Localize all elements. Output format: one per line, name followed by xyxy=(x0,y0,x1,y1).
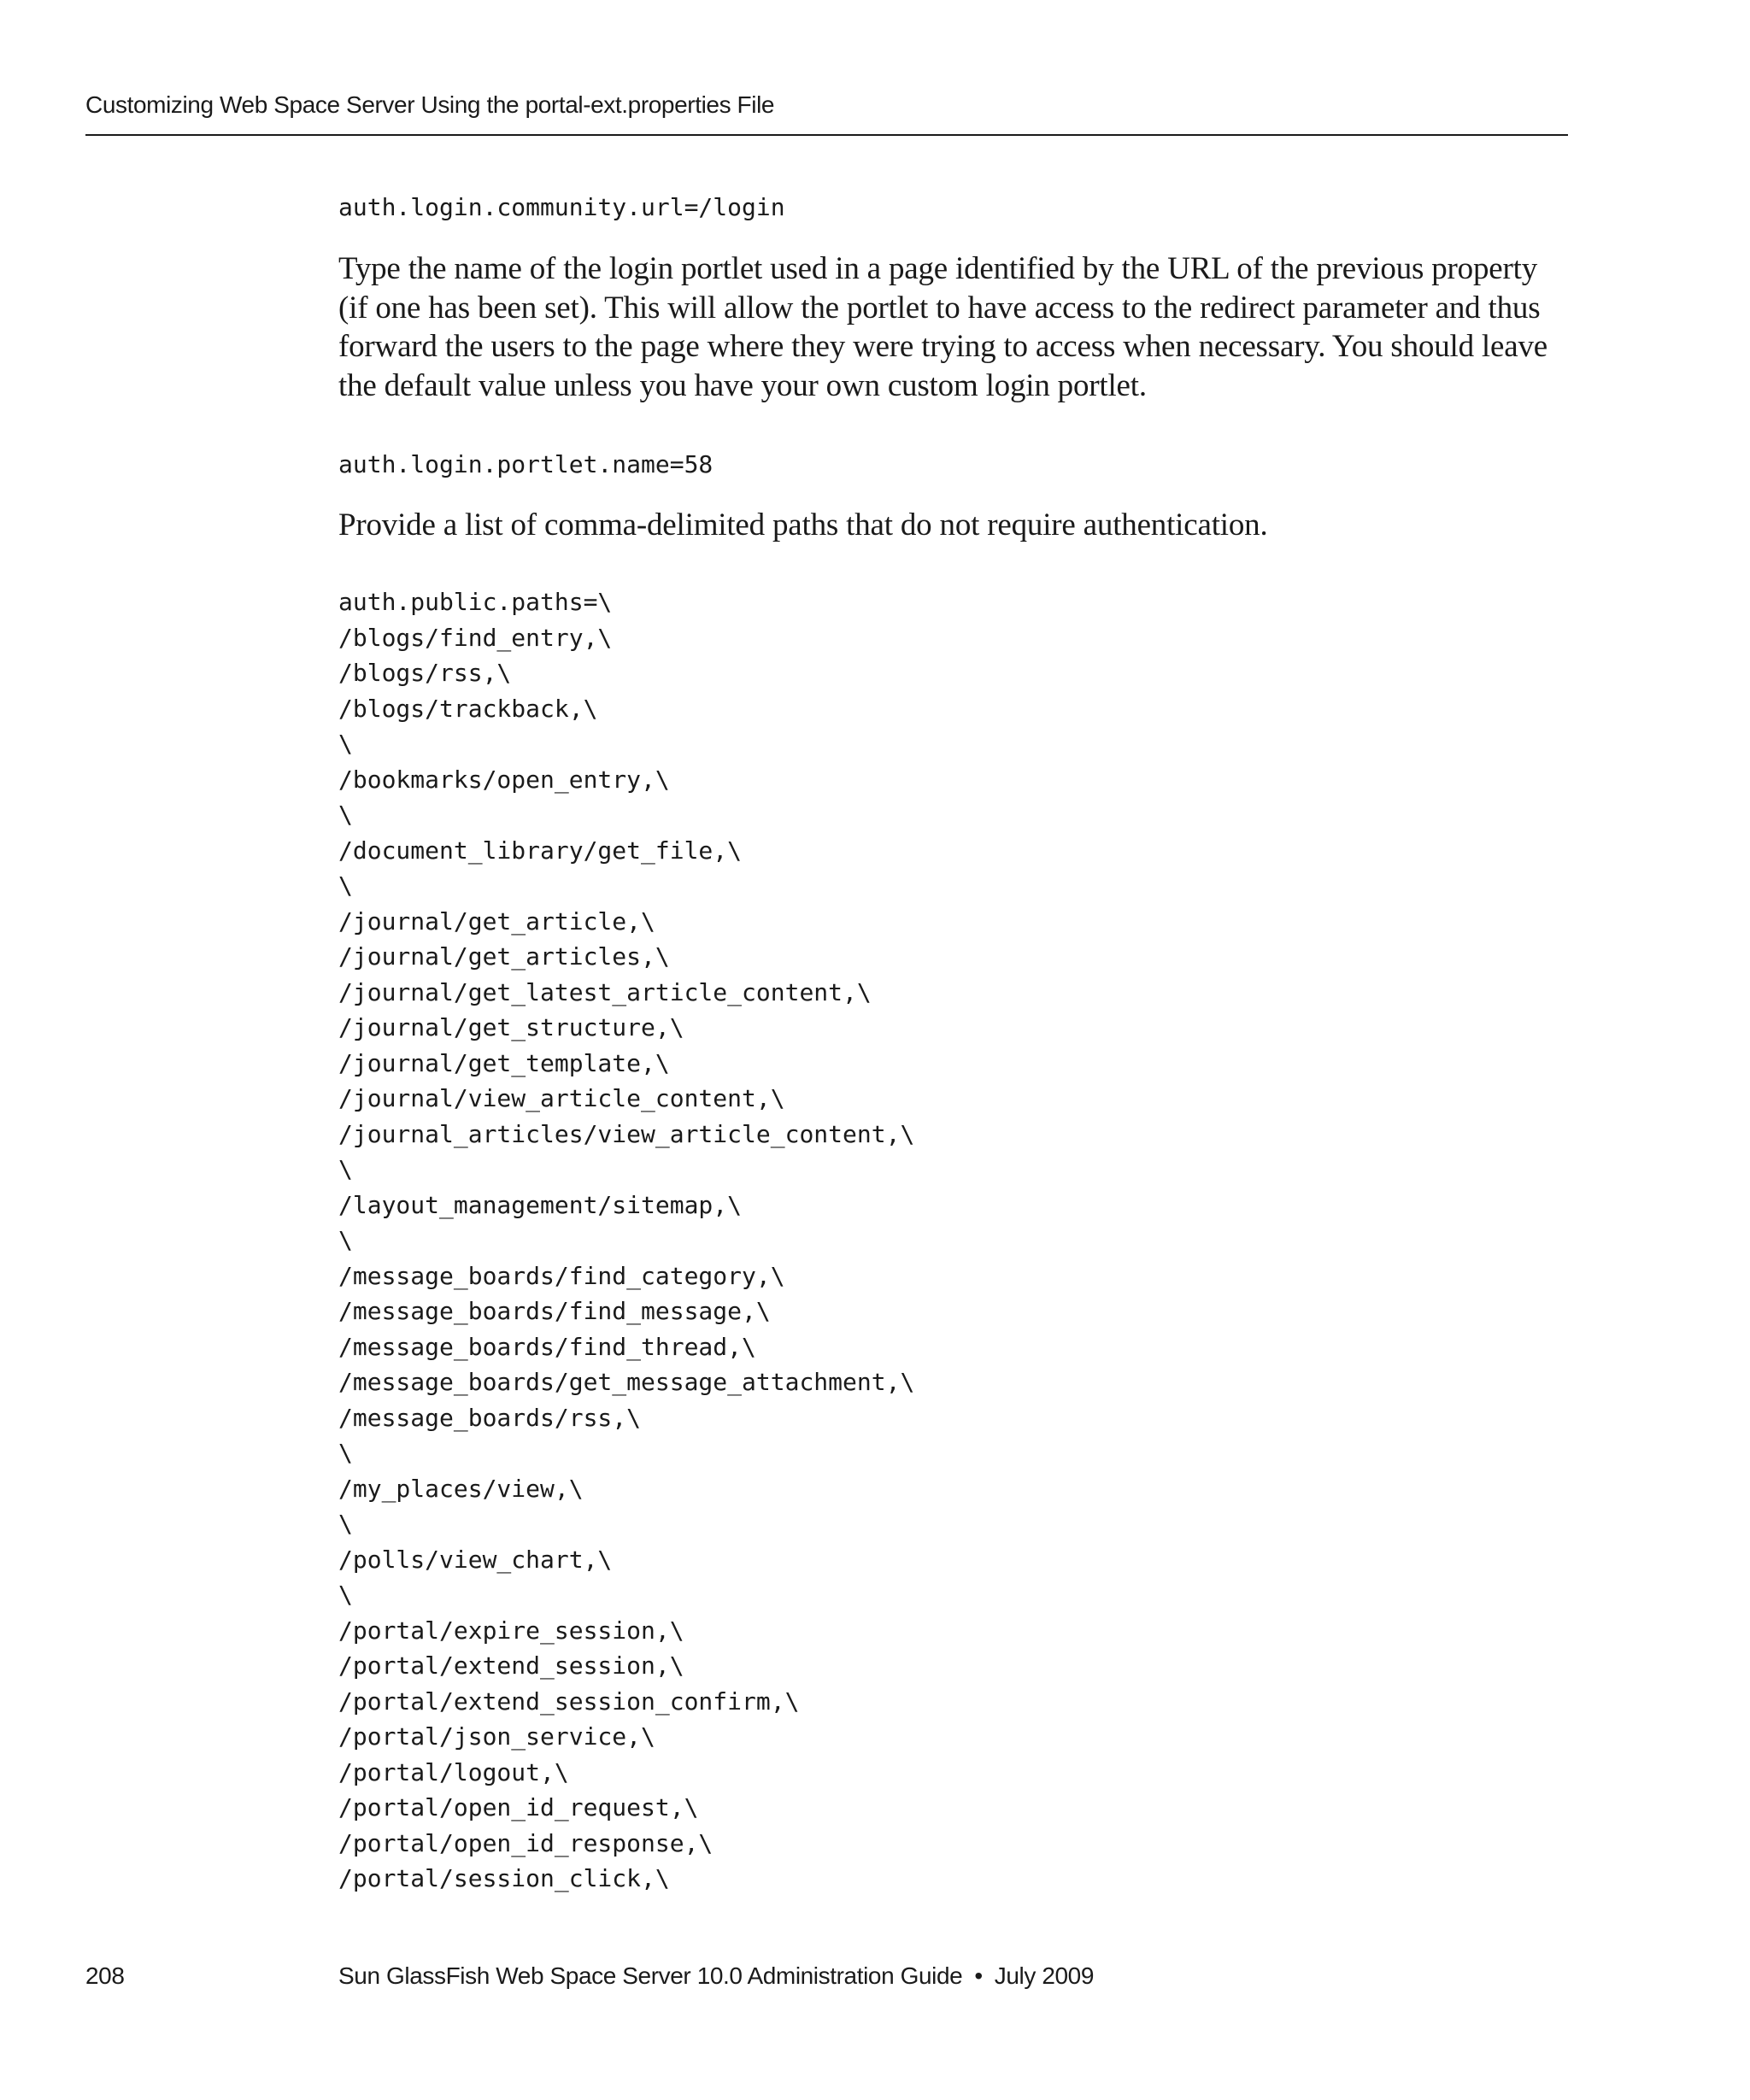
code-portlet-name: auth.login.portlet.name=58 xyxy=(338,450,714,478)
footer-book-title: Sun GlassFish Web Space Server 10.0 Administration Guide xyxy=(338,1962,963,1989)
code-line: \ xyxy=(338,1581,353,1609)
code-line: /message_boards/rss,\ xyxy=(338,1403,642,1432)
paragraph-login-portlet: Type the name of the login portlet used in a page identified by the URL of the previous property (if one has been set). This will allow the portlet to have access to the redirect parameter and thus forward the users to the page where they were trying to access when necessary. You should leave the default value unless you have your own custom login portlet. xyxy=(338,251,1547,403)
code-line: /layout_management/sitemap,\ xyxy=(338,1190,743,1219)
code-line: /polls/view_chart,\ xyxy=(338,1545,613,1574)
code-line: \ xyxy=(338,871,353,900)
code-line: /journal/get_articles,\ xyxy=(338,942,670,971)
footer-title xyxy=(338,1960,1094,1992)
code-line: /blogs/find_entry,\ xyxy=(338,623,613,652)
running-header: Customizing Web Space Server Using the portal-ext.properties File xyxy=(85,91,775,118)
header-rule xyxy=(85,134,1568,136)
code-line: /portal/expire_session,\ xyxy=(338,1616,684,1645)
code-line: /portal/json_service,\ xyxy=(338,1722,655,1751)
code-line: \ xyxy=(338,801,353,829)
code-line: /journal/get_structure,\ xyxy=(338,1013,684,1041)
code-line: /blogs/rss,\ xyxy=(338,659,512,687)
code-line: \ xyxy=(338,1155,353,1183)
code-line: /document_library/get_file,\ xyxy=(338,836,743,865)
code-community-url: auth.login.community.url=/login xyxy=(338,193,785,221)
code-line: /message_boards/get_message_attachment,\ xyxy=(338,1368,915,1396)
code-line: /portal/extend_session_confirm,\ xyxy=(338,1686,800,1716)
code-line: \ xyxy=(338,1439,353,1467)
page-number: 208 xyxy=(85,1962,125,1989)
code-line: auth.public.paths=\ xyxy=(338,588,613,616)
code-public-paths xyxy=(338,584,914,1897)
code-line: /portal/open_id_request,\ xyxy=(338,1793,699,1821)
code-line: \ xyxy=(338,1510,353,1538)
code-line: /portal/logout,\ xyxy=(338,1757,569,1786)
code-line: /bookmarks/open_entry,\ xyxy=(338,765,670,794)
code-line: \ xyxy=(338,1226,353,1254)
code-line: /portal/session_click,\ xyxy=(338,1864,670,1892)
code-line: /portal/extend_session,\ xyxy=(338,1651,684,1680)
code-line: /journal/get_template,\ xyxy=(338,1048,670,1077)
footer-date: July 2009 xyxy=(994,1962,1095,1989)
code-line: /journal_articles/view_article_content,\ xyxy=(338,1119,915,1148)
code-line: /message_boards/find_message,\ xyxy=(338,1297,771,1325)
code-line: \ xyxy=(338,730,353,758)
code-line: /journal/get_article,\ xyxy=(338,906,655,936)
footer-bullet: • xyxy=(974,1962,983,1989)
code-line: /portal/open_id_response,\ xyxy=(338,1828,714,1857)
code-line: /blogs/trackback,\ xyxy=(338,694,598,723)
code-line: /message_boards/find_thread,\ xyxy=(338,1332,756,1361)
code-line: /my_places/view,\ xyxy=(338,1474,584,1503)
code-line: /message_boards/find_category,\ xyxy=(338,1261,785,1290)
code-line: /journal/view_article_content,\ xyxy=(338,1084,785,1112)
code-line: /journal/get_latest_article_content,\ xyxy=(338,977,872,1006)
paragraph-public-paths: Provide a list of comma-delimited paths that do not require authentication. xyxy=(338,507,1268,543)
